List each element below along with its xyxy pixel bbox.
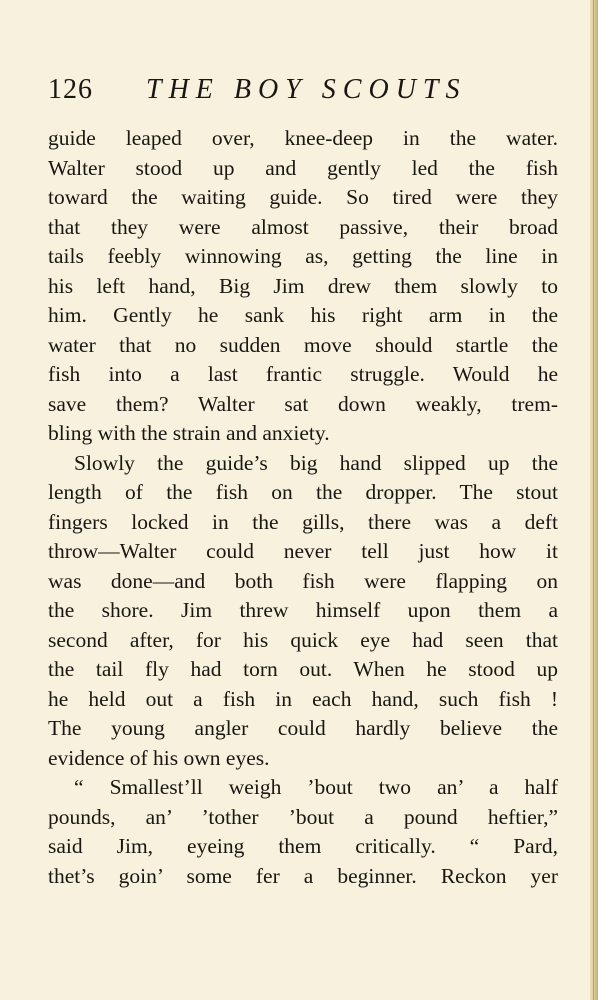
paragraph-2 — [48, 449, 558, 774]
text-line: that they were almost passive, their broad — [48, 214, 558, 239]
text-line: bling with the strain and anxiety. — [48, 421, 330, 445]
text-line: guide leaped over, knee-deep in the water. — [48, 126, 558, 150]
text-line: evidence of his own eyes. — [48, 745, 270, 770]
text-line: throw—Walter could never tell just how it — [48, 539, 558, 563]
text-line: Walter stood up and gently led the fish — [48, 155, 558, 180]
text-line: pounds, an’ ’tother ’bout a pound heftier,” — [48, 804, 558, 829]
page-header — [48, 74, 558, 114]
text-line: tails feebly winnowing as, getting the line in — [48, 244, 558, 268]
text-line: fingers locked in the gills, there was a deft — [48, 509, 558, 534]
body-text — [48, 124, 558, 891]
text-line: fish into a last frantic struggle. Would he — [48, 362, 558, 386]
text-line: The young angler could hardly believe the — [48, 716, 558, 740]
paragraph-1 — [48, 124, 558, 449]
page-edge — [590, 0, 598, 1000]
running-head: THE BOY SCOUTS — [146, 74, 467, 105]
text-line: length of the fish on the dropper. The stout — [48, 480, 558, 504]
text-line: the shore. Jim threw himself upon them a — [48, 598, 558, 622]
text-line: the tail fly had torn out. When he stood up — [48, 657, 558, 681]
text-line: “ Smallest’ll weigh ’bout two an’ a half — [74, 775, 558, 799]
text-line: said Jim, eyeing them critically. “ Pard, — [48, 834, 558, 858]
page-edge-line — [593, 0, 594, 1000]
text-line: his left hand, Big Jim drew them slowly to — [48, 273, 558, 298]
text-line: toward the waiting guide. So tired were they — [48, 185, 558, 209]
text-line: second after, for his quick eye had seen that — [48, 627, 558, 652]
page-number: 126 — [48, 74, 93, 105]
text-line: water that no sudden move should startle the — [48, 332, 558, 357]
text-line: he held out a fish in each hand, such fish ! — [48, 686, 558, 711]
text-line: was done—and both fish were flapping on — [48, 568, 558, 593]
paragraph-3 — [48, 773, 558, 891]
text-line: save them? Walter sat down weakly, trem- — [48, 391, 558, 416]
text-line: him. Gently he sank his right arm in the — [48, 303, 558, 327]
text-line: Slowly the guide’s big hand slipped up the — [74, 450, 558, 475]
text-line: thet’s goin’ some fer a beginner. Reckon yer — [48, 863, 558, 888]
